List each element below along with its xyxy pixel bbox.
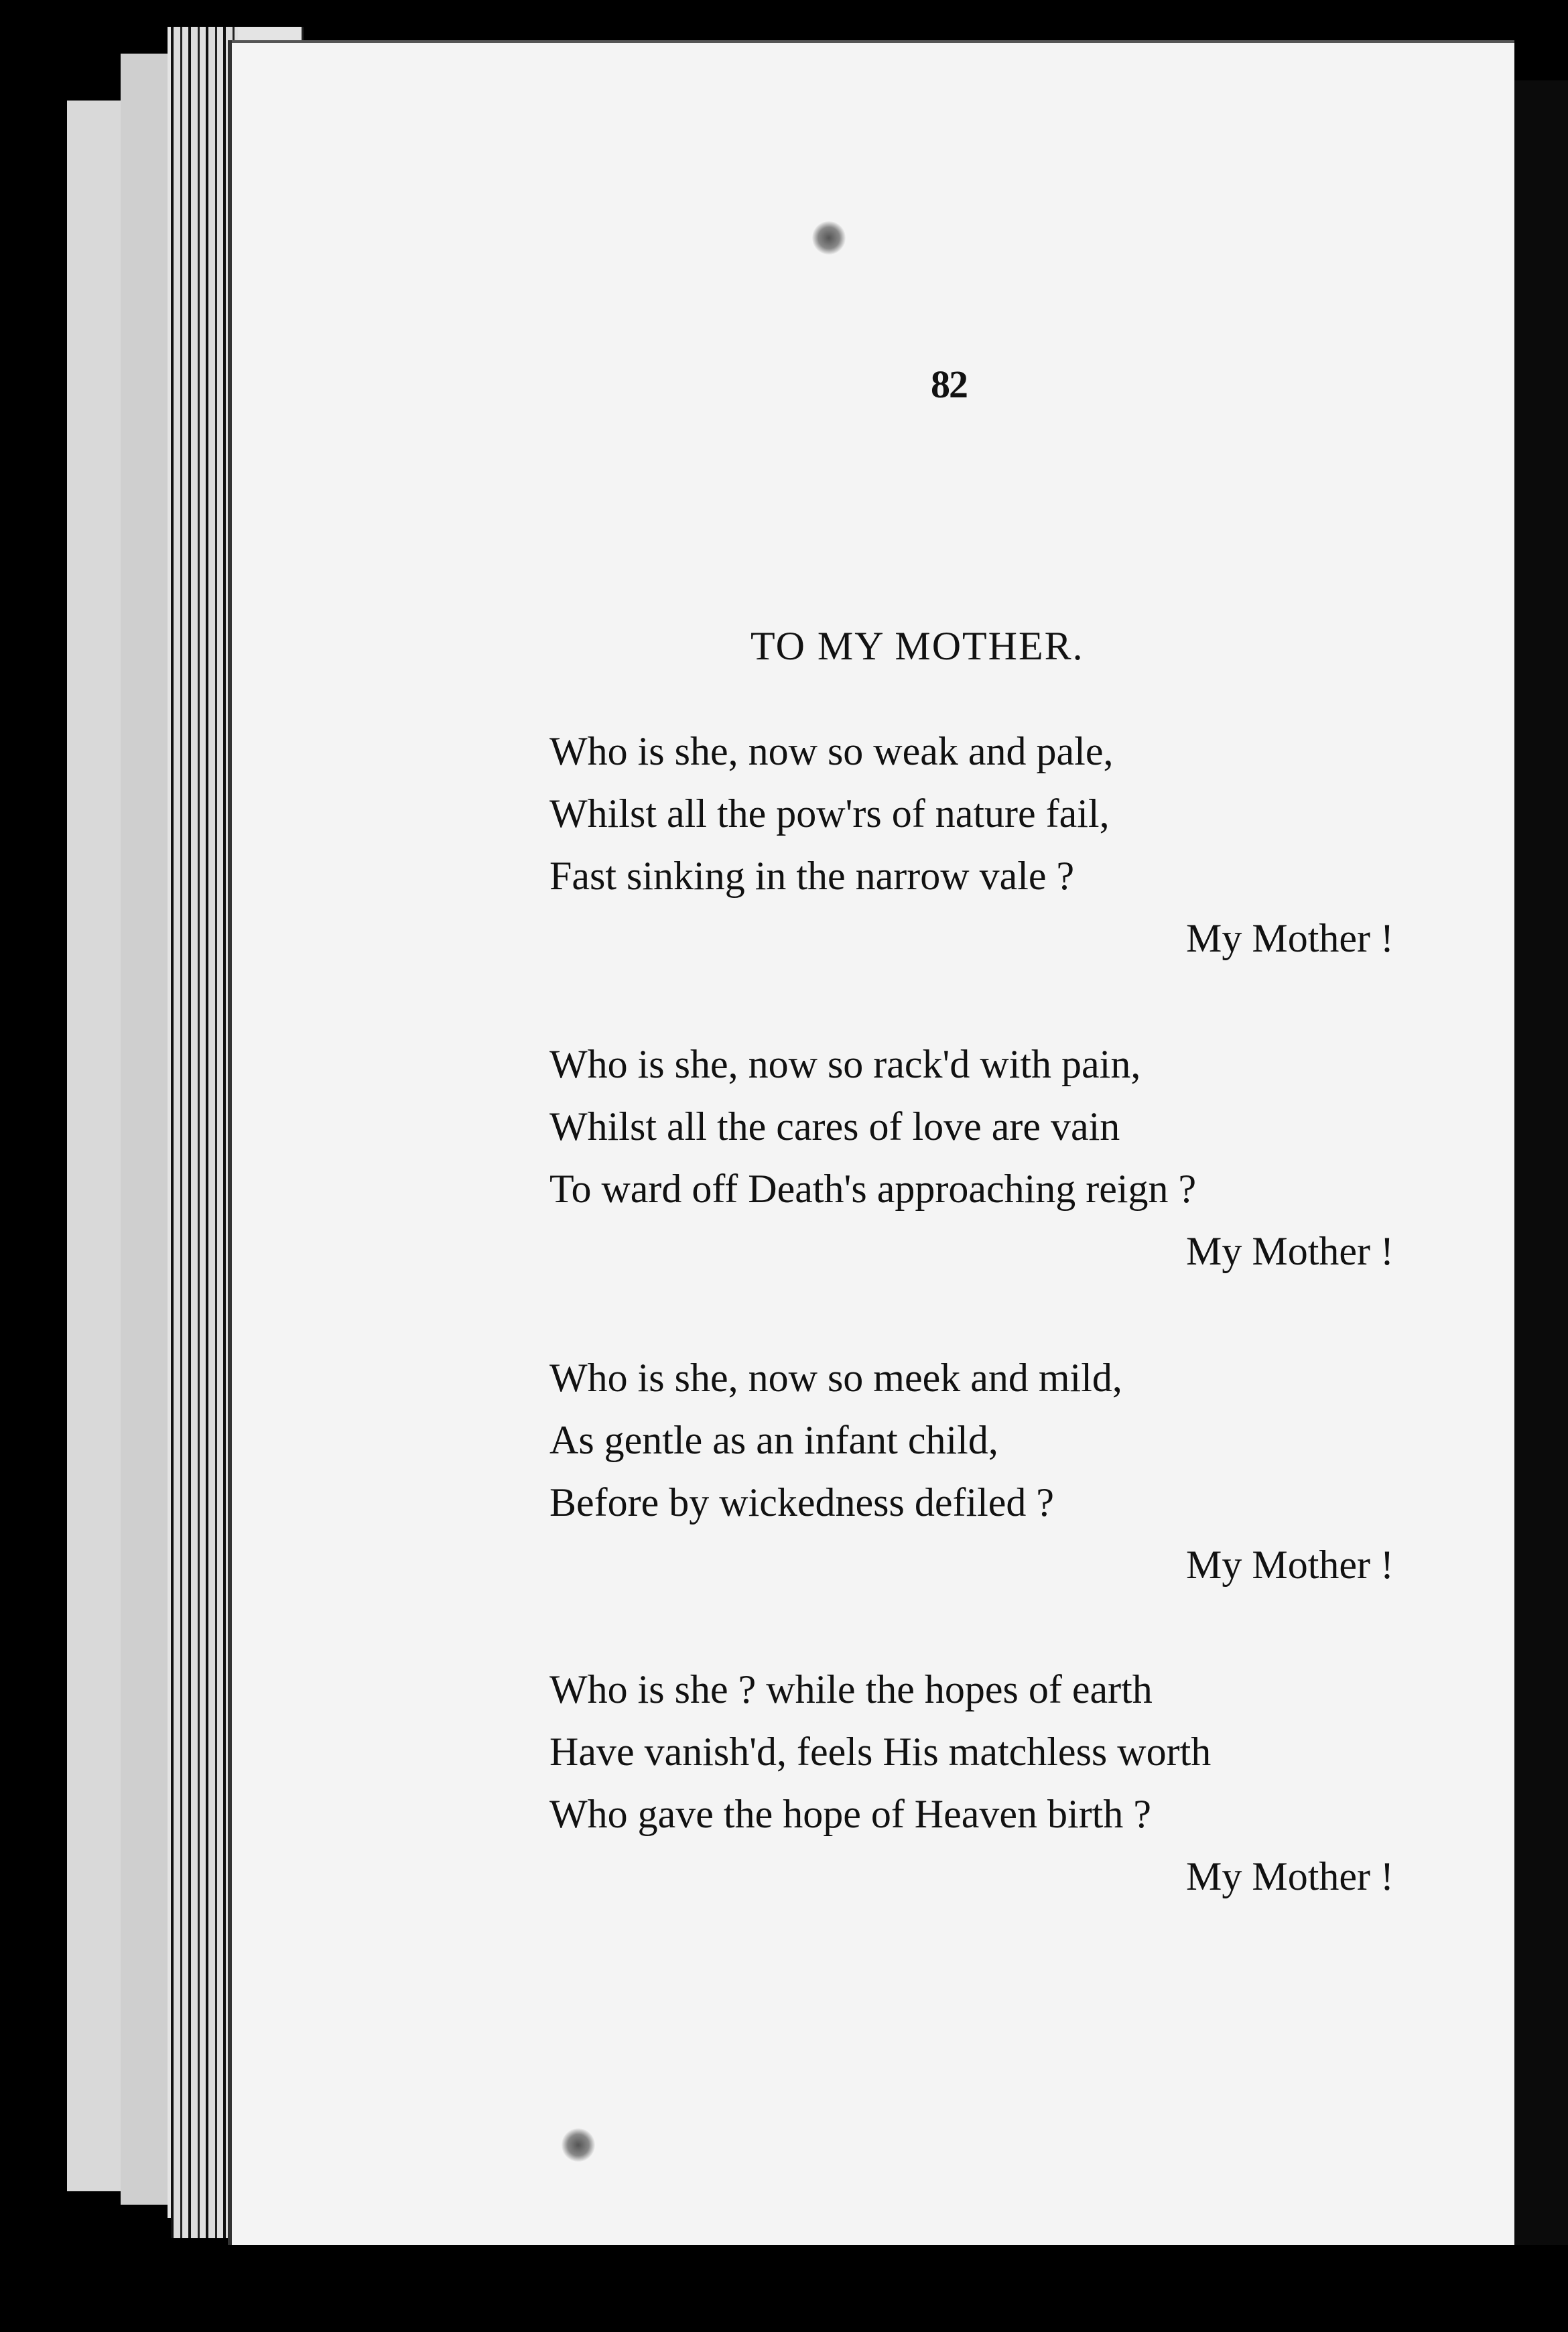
ink-smudge-top xyxy=(812,221,846,255)
stanza-4 xyxy=(549,1659,1400,1908)
stanza-1-line-3: Fast sinking in the narrow vale ? xyxy=(549,854,1075,898)
poem-title-text: TO MY MOTHER. xyxy=(750,624,1084,668)
stanza-1 xyxy=(549,720,1400,970)
stanza-3 xyxy=(549,1347,1400,1596)
stanza-2-refrain: My Mother ! xyxy=(1186,1229,1394,1273)
stanza-2 xyxy=(549,1033,1400,1283)
poem-title xyxy=(549,623,1327,669)
stanza-3-refrain: My Mother ! xyxy=(1186,1543,1394,1587)
stanza-1-refrain: My Mother ! xyxy=(1186,916,1394,960)
stanza-2-line-2: Whilst all the cares of love are vain xyxy=(549,1104,1120,1149)
stanza-3-line-3: Before by wickedness defiled ? xyxy=(549,1480,1055,1525)
stanza-4-line-2: Have vanish'd, feels His matchless worth xyxy=(549,1730,1212,1774)
page-number: 82 xyxy=(931,363,967,406)
stanza-2-line-3: To ward off Death's approaching reign ? xyxy=(549,1167,1197,1211)
stanza-3-line-2: As gentle as an infant child, xyxy=(549,1418,998,1462)
ink-smudge-bottom xyxy=(562,2128,595,2162)
stanza-1-line-1: Who is she, now so weak and pale, xyxy=(549,729,1114,773)
stanza-2-line-1: Who is she, now so rack'd with pain, xyxy=(549,1042,1141,1086)
stanza-3-line-1: Who is she, now so meek and mild, xyxy=(549,1356,1122,1400)
stanza-4-line-3: Who gave the hope of Heaven birth ? xyxy=(549,1792,1151,1836)
stanza-4-line-1: Who is she ? while the hopes of earth xyxy=(549,1667,1153,1711)
stanza-1-line-2: Whilst all the pow'rs of nature fail, xyxy=(549,791,1110,836)
stanza-4-refrain: My Mother ! xyxy=(1186,1854,1394,1898)
